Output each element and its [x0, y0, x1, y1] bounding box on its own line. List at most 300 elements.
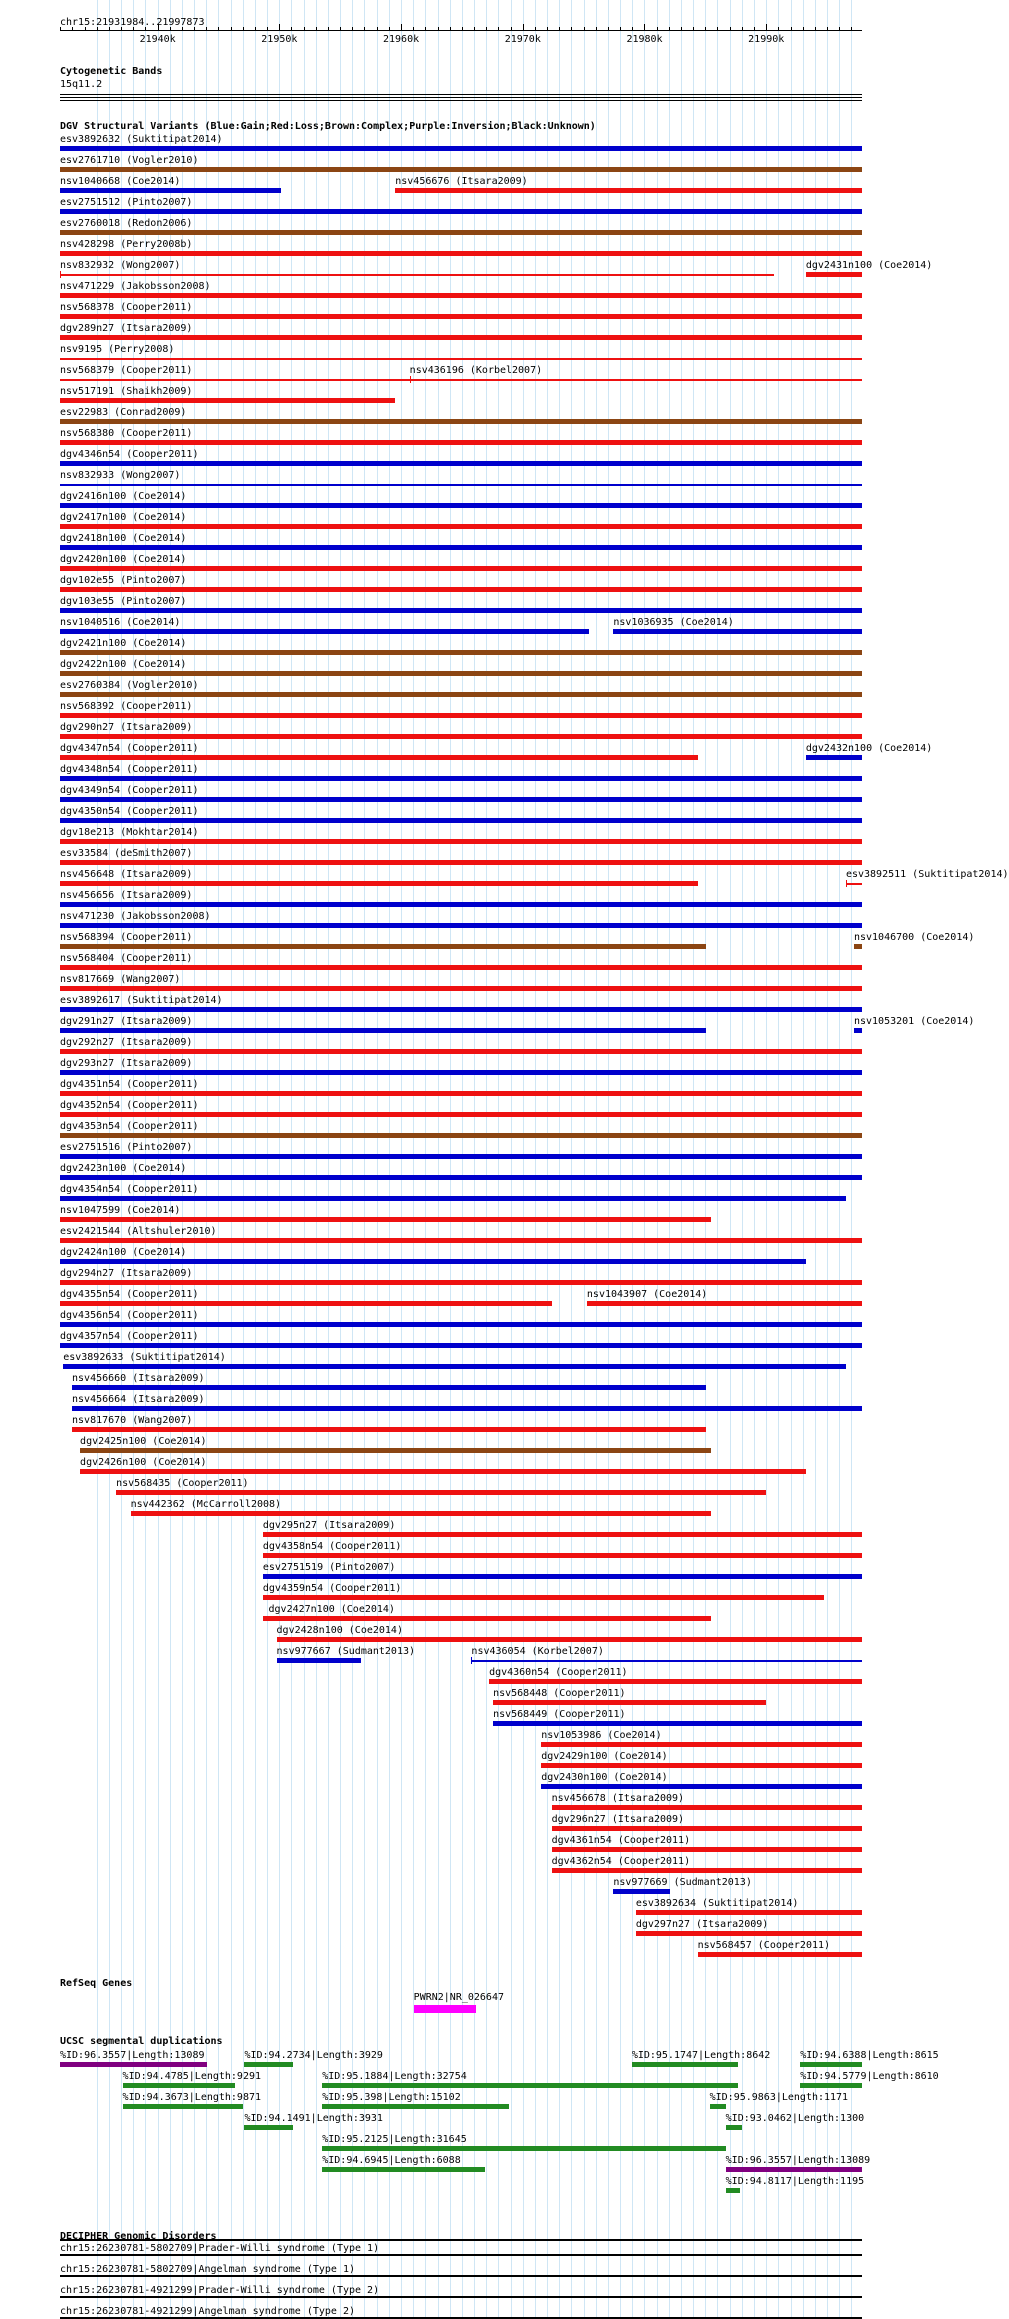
axis-minor-tick — [742, 27, 743, 31]
dgv-variant-label[interactable]: nsv1047599 (Coe2014) — [60, 1205, 181, 1216]
dgv-variant-label[interactable]: nsv1043907 (Coe2014) — [586, 1289, 708, 1300]
dgv-variant-bar[interactable] — [60, 1196, 846, 1201]
dgv-variant-bar[interactable] — [263, 1553, 862, 1558]
axis-minor-tick — [632, 27, 633, 31]
segdup-label[interactable]: %ID:95.1747|Length:8642 — [631, 2050, 771, 2061]
axis-tick-label: 21990k — [748, 34, 785, 45]
gridline — [498, 0, 499, 2319]
axis-minor-tick — [535, 27, 536, 31]
dgv-variant-label[interactable]: dgv4351n54 (Cooper2011) — [60, 1079, 199, 1090]
gridline — [401, 0, 402, 2319]
dgv-variant-label[interactable]: esv2751519 (Pinto2007) — [262, 1562, 396, 1573]
dgv-variant-bar[interactable] — [60, 293, 862, 298]
dgv-variant-label[interactable]: nsv456660 (Itsara2009) — [72, 1373, 205, 1384]
dgv-variant-label[interactable]: dgv290n27 (Itsara2009) — [60, 722, 193, 733]
cytoband-label[interactable]: 15q11.2 — [60, 79, 103, 90]
dgv-variant-bar[interactable] — [60, 776, 862, 781]
axis-minor-tick — [669, 27, 670, 31]
dgv-variant-label[interactable]: esv2761710 (Vogler2010) — [60, 155, 199, 166]
dgv-variant-label[interactable]: dgv2423n100 (Coe2014) — [60, 1163, 187, 1174]
segdup-bar[interactable] — [244, 2125, 292, 2130]
dgv-variant-label[interactable]: nsv456664 (Itsara2009) — [72, 1394, 205, 1405]
dgv-variant-label[interactable]: esv3892617 (Suktitipat2014) — [60, 995, 223, 1006]
dgv-variant-label[interactable]: nsv977669 (Sudmant2013) — [613, 1877, 752, 1888]
dgv-variant-label[interactable]: dgv4347n54 (Cooper2011) — [60, 743, 199, 754]
dgv-variant-bar[interactable] — [552, 1847, 862, 1852]
segdup-bar[interactable] — [632, 2062, 738, 2067]
dgv-variant-bar[interactable] — [60, 1217, 711, 1222]
gridline — [669, 0, 670, 2319]
dgv-variant-bar[interactable] — [806, 272, 862, 277]
dgv-variant-bar[interactable] — [636, 1910, 862, 1915]
dgv-variant-label[interactable]: esv22983 (Conrad2009) — [60, 407, 187, 418]
refseq-gene-label[interactable]: PWRN2|NR_026647 — [413, 1992, 504, 2003]
gridline — [389, 0, 390, 2319]
dgv-variant-bar[interactable] — [60, 755, 698, 760]
decipher-rule — [60, 2275, 862, 2277]
dgv-variant-cap — [60, 271, 61, 278]
dgv-variant-cap — [410, 376, 411, 383]
axis-minor-tick — [243, 27, 244, 31]
dgv-variant-bar[interactable] — [854, 1028, 862, 1033]
dgv-variant-label[interactable]: dgv2421n100 (Coe2014) — [60, 638, 187, 649]
dgv-variant-label[interactable]: esv2421544 (Altshuler2010) — [60, 1226, 217, 1237]
dgv-variant-bar[interactable] — [60, 1322, 862, 1327]
dgv-variant-bar[interactable] — [60, 1028, 706, 1033]
segdup-label[interactable]: %ID:96.3557|Length:13089 — [60, 2050, 205, 2061]
segdup-label[interactable]: %ID:95.2125|Length:31645 — [322, 2134, 467, 2145]
dgv-variant-bar[interactable] — [541, 1784, 862, 1789]
segdup-bar[interactable] — [60, 2062, 207, 2067]
segdup-bar[interactable] — [244, 2062, 292, 2067]
gridline — [620, 0, 621, 2319]
axis-minor-tick — [571, 27, 572, 31]
dgv-variant-bar[interactable] — [60, 713, 862, 718]
dgv-variant-bar[interactable] — [60, 818, 862, 823]
dgv-variant-bar[interactable] — [60, 902, 862, 907]
dgv-variant-bar[interactable] — [60, 1007, 862, 1012]
dgv-variant-bar[interactable] — [263, 1532, 862, 1537]
axis-minor-tick — [267, 27, 268, 31]
dgv-variant-bar[interactable] — [60, 524, 862, 529]
dgv-variant-bar[interactable] — [60, 1175, 862, 1180]
dgv-variant-label[interactable]: dgv18e213 (Mokhtar2014) — [60, 827, 199, 838]
dgv-variant-bar[interactable] — [60, 167, 862, 172]
dgv-variant-label[interactable]: nsv517191 (Shaikh2009) — [60, 386, 193, 397]
dgv-variant-label[interactable]: dgv4353n54 (Cooper2011) — [60, 1121, 199, 1132]
segdup-label[interactable]: %ID:95.9863|Length:1171 — [709, 2092, 849, 2103]
decipher-disorder-label[interactable]: chr15:26230781-4921299|Angelman syndrome (Type 2) — [60, 2306, 356, 2317]
gridline — [693, 0, 694, 2319]
gridline — [815, 0, 816, 2319]
dgv-variant-bar[interactable] — [846, 883, 862, 885]
dgv-variant-label[interactable]: nsv1053201 (Coe2014) — [853, 1016, 975, 1027]
dgv-variant-label[interactable]: nsv456678 (Itsara2009) — [551, 1793, 685, 1804]
axis-minor-tick — [547, 27, 548, 31]
dgv-variant-bar[interactable] — [60, 1301, 552, 1306]
dgv-variant-bar[interactable] — [60, 608, 862, 613]
dgv-variant-bar[interactable] — [60, 335, 862, 340]
gridline — [206, 0, 207, 2319]
axis-tick-label: 21950k — [261, 34, 298, 45]
dgv-variant-label[interactable]: dgv2431n100 (Coe2014) — [805, 260, 933, 271]
dgv-variant-label[interactable]: dgv2427n100 (Coe2014) — [268, 1604, 395, 1615]
dgv-variant-bar[interactable] — [471, 1660, 862, 1662]
dgv-variant-bar[interactable] — [806, 755, 862, 760]
segdup-label[interactable]: %ID:94.3673|Length:9871 — [122, 2092, 262, 2103]
dgv-variant-label[interactable]: nsv428298 (Perry2008b) — [60, 239, 193, 250]
dgv-variant-bar[interactable] — [63, 1364, 846, 1369]
dgv-variant-bar[interactable] — [60, 1259, 806, 1264]
gridline — [279, 0, 280, 2319]
dgv-variant-label[interactable]: dgv2416n100 (Coe2014) — [60, 491, 187, 502]
dgv-variant-bar[interactable] — [60, 797, 862, 802]
decipher-disorder-label[interactable]: chr15:26230781-5802709|Angelman syndrome (Type 1) — [60, 2264, 356, 2275]
dgv-variant-bar[interactable] — [72, 1385, 706, 1390]
dgv-variant-label[interactable]: nsv977667 (Sudmant2013) — [276, 1646, 416, 1657]
refseq-gene-bar[interactable] — [414, 2005, 477, 2013]
dgv-variant-bar[interactable] — [60, 146, 862, 151]
gridline — [182, 0, 183, 2319]
dgv-variant-bar[interactable] — [60, 1154, 862, 1159]
gridline — [851, 0, 852, 2319]
dgv-variant-label[interactable]: esv2760384 (Vogler2010) — [60, 680, 199, 691]
dgv-variant-bar[interactable] — [263, 1574, 862, 1579]
cytoband-track-title: Cytogenetic Bands — [60, 66, 163, 77]
dgv-variant-bar[interactable] — [552, 1868, 862, 1873]
segdup-bar[interactable] — [726, 2167, 862, 2172]
dgv-variant-label[interactable]: dgv2422n100 (Coe2014) — [60, 659, 187, 670]
dgv-variant-label[interactable]: dgv2418n100 (Coe2014) — [60, 533, 187, 544]
dgv-variant-label[interactable]: nsv471230 (Jakobsson2008) — [60, 911, 211, 922]
dgv-variant-label[interactable]: nsv568457 (Cooper2011) — [697, 1940, 831, 1951]
segdup-label[interactable]: %ID:94.6945|Length:6088 — [322, 2155, 461, 2166]
dgv-variant-label[interactable]: esv2751516 (Pinto2007) — [60, 1142, 193, 1153]
dgv-variant-label[interactable]: nsv817669 (Wang2007) — [60, 974, 181, 985]
axis-minor-tick — [608, 27, 609, 31]
dgv-variant-label[interactable]: dgv4361n54 (Cooper2011) — [551, 1835, 691, 1846]
segdup-label[interactable]: %ID:94.8117|Length:1195 — [725, 2176, 865, 2187]
dgv-variant-label[interactable]: nsv1040516 (Coe2014) — [60, 617, 181, 628]
dgv-variant-bar[interactable] — [60, 734, 862, 739]
dgv-variant-label[interactable]: dgv295n27 (Itsara2009) — [262, 1520, 396, 1531]
axis-major-tick — [401, 24, 402, 31]
dgv-variant-label[interactable]: nsv832932 (Wong2007) — [60, 260, 181, 271]
dgv-variant-label[interactable]: esv3892633 (Suktitipat2014) — [63, 1352, 226, 1363]
axis-minor-tick — [291, 27, 292, 31]
dgv-variant-label[interactable]: nsv436054 (Korbel2007) — [471, 1646, 604, 1657]
dgv-variant-bar[interactable] — [60, 692, 862, 697]
gridline — [340, 0, 341, 2319]
dgv-variant-bar[interactable] — [60, 923, 862, 928]
dgv-variant-bar[interactable] — [60, 986, 862, 991]
dgv-variant-label[interactable]: nsv568378 (Cooper2011) — [60, 302, 193, 313]
gridline — [559, 0, 560, 2319]
segdup-label[interactable]: %ID:94.1491|Length:3931 — [244, 2113, 383, 2124]
segdup-label[interactable]: %ID:94.2734|Length:3929 — [244, 2050, 383, 2061]
dgv-variant-bar[interactable] — [80, 1448, 711, 1453]
dgv-variant-bar[interactable] — [60, 965, 862, 970]
dgv-variant-label[interactable]: esv3892511 (Suktitipat2014) — [845, 869, 1009, 880]
dgv-variant-bar[interactable] — [60, 881, 698, 886]
gridline — [218, 0, 219, 2319]
axis-minor-tick — [218, 27, 219, 31]
dgv-variant-bar[interactable] — [60, 566, 862, 571]
dgv-variant-label[interactable]: nsv817670 (Wang2007) — [72, 1415, 193, 1426]
dgv-variant-label[interactable]: nsv1046700 (Coe2014) — [853, 932, 975, 943]
dgv-variant-bar[interactable] — [698, 1952, 862, 1957]
dgv-variant-bar[interactable] — [854, 944, 862, 949]
dgv-variant-bar[interactable] — [72, 1427, 706, 1432]
dgv-variant-bar[interactable] — [613, 1889, 669, 1894]
dgv-variant-label[interactable]: esv33584 (deSmith2007) — [60, 848, 193, 859]
dgv-variant-label[interactable]: dgv2417n100 (Coe2014) — [60, 512, 187, 523]
dgv-variant-label[interactable]: dgv2432n100 (Coe2014) — [805, 743, 933, 754]
segdup-bar[interactable] — [123, 2083, 235, 2088]
axis-minor-tick — [498, 27, 499, 31]
dgv-variant-bar[interactable] — [60, 314, 862, 319]
segdup-label[interactable]: %ID:95.1884|Length:32754 — [322, 2071, 467, 2082]
dgv-variant-bar[interactable] — [60, 1280, 862, 1285]
dgv-variant-bar[interactable] — [60, 1070, 862, 1075]
dgv-variant-bar[interactable] — [263, 1616, 711, 1621]
dgv-variant-bar[interactable] — [60, 839, 862, 844]
gridline — [425, 0, 426, 2319]
dgv-variant-bar[interactable] — [131, 1511, 712, 1516]
dgv-variant-bar[interactable] — [60, 587, 862, 592]
dgv-variant-label[interactable]: dgv2428n100 (Coe2014) — [276, 1625, 403, 1636]
dgv-variant-bar[interactable] — [263, 1595, 824, 1600]
segdup-bar[interactable] — [322, 2167, 485, 2172]
dgv-variant-label[interactable]: dgv291n27 (Itsara2009) — [60, 1016, 193, 1027]
dgv-variant-label[interactable]: dgv4357n54 (Cooper2011) — [60, 1331, 199, 1342]
dgv-variant-bar[interactable] — [493, 1700, 766, 1705]
dgv-variant-cap — [846, 880, 847, 887]
dgv-variant-label[interactable]: nsv568404 (Cooper2011) — [60, 953, 193, 964]
gridline — [584, 0, 585, 2319]
dgv-variant-bar[interactable] — [587, 1301, 862, 1306]
dgv-variant-bar[interactable] — [60, 440, 862, 445]
segdup-bar[interactable] — [322, 2104, 509, 2109]
gridline — [535, 0, 536, 2319]
dgv-variant-bar[interactable] — [541, 1763, 862, 1768]
segdup-label[interactable]: %ID:96.3557|Length:13089 — [725, 2155, 871, 2166]
dgv-variant-bar[interactable] — [60, 503, 862, 508]
dgv-variant-bar[interactable] — [60, 251, 862, 256]
dgv-variant-bar[interactable] — [116, 1490, 766, 1495]
dgv-variant-label[interactable]: nsv9195 (Perry2008) — [60, 344, 175, 355]
dgv-variant-bar[interactable] — [60, 1343, 862, 1348]
dgv-variant-label[interactable]: dgv4358n54 (Cooper2011) — [262, 1541, 402, 1552]
dgv-variant-label[interactable]: nsv436196 (Korbel2007) — [409, 365, 543, 376]
gridline — [632, 0, 633, 2319]
axis-minor-tick — [316, 27, 317, 31]
dgv-variant-bar[interactable] — [60, 209, 862, 214]
decipher-disorder-label[interactable]: chr15:26230781-5802709|Prader-Willi syndrome (Type 1) — [60, 2243, 380, 2254]
dgv-variant-bar[interactable] — [489, 1679, 862, 1684]
dgv-variant-label[interactable]: dgv2424n100 (Coe2014) — [60, 1247, 187, 1258]
dgv-variant-label[interactable]: dgv294n27 (Itsara2009) — [60, 1268, 193, 1279]
segdup-bar[interactable] — [123, 2104, 243, 2109]
dgv-variant-bar[interactable] — [60, 545, 862, 550]
locus-label: chr15:21931984..21997873 — [60, 17, 205, 28]
dgv-variant-bar[interactable] — [493, 1721, 862, 1726]
segdup-bar[interactable] — [726, 2125, 742, 2130]
dgv-variant-label[interactable]: dgv4352n54 (Cooper2011) — [60, 1100, 199, 1111]
dgv-variant-label[interactable]: esv3892632 (Suktitipat2014) — [60, 134, 223, 145]
gridline — [413, 0, 414, 2319]
segdup-label[interactable]: %ID:94.5779|Length:8610 — [800, 2071, 939, 2082]
gridline — [803, 0, 804, 2319]
segdup-label[interactable]: %ID:95.398|Length:15102 — [322, 2092, 461, 2103]
dgv-variant-label[interactable]: dgv4362n54 (Cooper2011) — [551, 1856, 691, 1867]
dgv-variant-bar[interactable] — [410, 379, 862, 381]
segdup-label[interactable]: %ID:93.0462|Length:1300 — [725, 2113, 865, 2124]
gridline — [523, 0, 524, 2319]
gridline — [462, 0, 463, 2319]
axis-minor-tick — [206, 27, 207, 31]
axis-minor-tick — [815, 27, 816, 31]
segdup-bar[interactable] — [322, 2146, 725, 2151]
segdup-bar[interactable] — [800, 2083, 862, 2088]
dgv-variant-bar[interactable] — [60, 1091, 862, 1096]
dgv-variant-label[interactable]: nsv442362 (McCarroll2008) — [130, 1499, 282, 1510]
gridline — [742, 0, 743, 2319]
dgv-variant-bar[interactable] — [60, 398, 395, 403]
dgv-variant-label[interactable]: nsv471229 (Jakobsson2008) — [60, 281, 211, 292]
dgv-variant-bar[interactable] — [60, 650, 862, 655]
dgv-variant-bar[interactable] — [636, 1931, 862, 1936]
dgv-variant-label[interactable]: nsv456656 (Itsara2009) — [60, 890, 193, 901]
segdup-bar[interactable] — [800, 2062, 862, 2067]
segdup-label[interactable]: %ID:94.6388|Length:8615 — [800, 2050, 939, 2061]
dgv-variant-label[interactable]: dgv4356n54 (Cooper2011) — [60, 1310, 199, 1321]
dgv-variant-label[interactable]: nsv1053986 (Coe2014) — [541, 1730, 662, 1741]
dgv-variant-label[interactable]: dgv297n27 (Itsara2009) — [635, 1919, 769, 1930]
dgv-variant-label[interactable]: nsv456648 (Itsara2009) — [60, 869, 193, 880]
dgv-variant-bar[interactable] — [277, 1637, 862, 1642]
dgv-variant-label[interactable]: dgv2425n100 (Coe2014) — [80, 1436, 207, 1447]
dgv-variant-bar[interactable] — [60, 1238, 862, 1243]
dgv-variant-label[interactable]: dgv4350n54 (Cooper2011) — [60, 806, 199, 817]
dgv-variant-bar[interactable] — [60, 1049, 862, 1054]
dgv-variant-label[interactable]: dgv292n27 (Itsara2009) — [60, 1037, 193, 1048]
cytoband-rule — [60, 94, 862, 95]
dgv-variant-bar[interactable] — [60, 629, 589, 634]
dgv-variant-label[interactable]: esv2760018 (Redon2006) — [60, 218, 193, 229]
gridline — [717, 0, 718, 2319]
axis-minor-tick — [462, 27, 463, 31]
dgv-variant-bar[interactable] — [541, 1742, 862, 1747]
axis-minor-tick — [255, 27, 256, 31]
dgv-variant-bar[interactable] — [60, 274, 774, 276]
dgv-variant-label[interactable]: nsv568394 (Cooper2011) — [60, 932, 193, 943]
dgv-variant-bar[interactable] — [60, 1133, 862, 1138]
dgv-variant-label[interactable]: nsv568448 (Cooper2011) — [493, 1688, 626, 1699]
segdup-bar[interactable] — [322, 2083, 737, 2088]
dgv-variant-label[interactable]: esv2751512 (Pinto2007) — [60, 197, 193, 208]
gridline — [438, 0, 439, 2319]
dgv-variant-label[interactable]: esv3892634 (Suktitipat2014) — [635, 1898, 799, 1909]
gridline — [291, 0, 292, 2319]
dgv-variant-label[interactable]: dgv103e55 (Pinto2007) — [60, 596, 187, 607]
axis-minor-tick — [438, 27, 439, 31]
gridline — [791, 0, 792, 2319]
dgv-variant-bar[interactable] — [60, 230, 862, 235]
axis-minor-tick — [730, 27, 731, 31]
dgv-variant-label[interactable]: dgv2420n100 (Coe2014) — [60, 554, 187, 565]
dgv-variant-bar[interactable] — [60, 484, 862, 486]
segdup-label[interactable]: %ID:94.4785|Length:9291 — [122, 2071, 262, 2082]
segdup-bar[interactable] — [710, 2104, 726, 2109]
dgv-variant-label[interactable]: dgv4360n54 (Cooper2011) — [489, 1667, 628, 1678]
dgv-variant-label[interactable]: dgv2429n100 (Coe2014) — [541, 1751, 668, 1762]
dgv-variant-bar[interactable] — [277, 1658, 361, 1663]
dgv-variant-label[interactable]: dgv4359n54 (Cooper2011) — [262, 1583, 402, 1594]
dgv-variant-bar[interactable] — [60, 461, 862, 466]
dgv-variant-label[interactable]: nsv568449 (Cooper2011) — [493, 1709, 626, 1720]
dgv-variant-label[interactable]: nsv456676 (Itsara2009) — [395, 176, 528, 187]
dgv-variant-bar[interactable] — [552, 1805, 862, 1810]
axis-minor-tick — [304, 27, 305, 31]
axis-tick-label: 21970k — [504, 34, 541, 45]
dgv-variant-label[interactable]: dgv102e55 (Pinto2007) — [60, 575, 187, 586]
decipher-disorder-label[interactable]: chr15:26230781-4921299|Prader-Willi syndrome (Type 2) — [60, 2285, 380, 2296]
segdup-bar[interactable] — [726, 2188, 740, 2193]
dgv-variant-label[interactable]: dgv4346n54 (Cooper2011) — [60, 449, 199, 460]
dgv-variant-label[interactable]: dgv289n27 (Itsara2009) — [60, 323, 193, 334]
gridline — [450, 0, 451, 2319]
dgv-variant-bar[interactable] — [613, 629, 862, 634]
axis-major-tick — [766, 24, 767, 31]
dgv-variant-bar[interactable] — [72, 1406, 862, 1411]
dgv-variant-bar[interactable] — [395, 188, 862, 193]
dgv-variant-label[interactable]: dgv4355n54 (Cooper2011) — [60, 1289, 199, 1300]
dgv-variant-bar[interactable] — [60, 944, 706, 949]
dgv-variant-bar[interactable] — [60, 358, 862, 360]
dgv-variant-bar[interactable] — [60, 1112, 862, 1117]
axis-minor-tick — [450, 27, 451, 31]
dgv-variant-label[interactable]: dgv296n27 (Itsara2009) — [551, 1814, 685, 1825]
dgv-variant-bar[interactable] — [60, 860, 862, 865]
dgv-variant-label[interactable]: dgv293n27 (Itsara2009) — [60, 1058, 193, 1069]
dgv-variant-bar[interactable] — [60, 671, 862, 676]
axis-major-tick — [523, 24, 524, 31]
dgv-variant-bar[interactable] — [60, 188, 281, 193]
gridline — [754, 0, 755, 2319]
dgv-variant-label[interactable]: dgv2430n100 (Coe2014) — [541, 1772, 668, 1783]
dgv-variant-bar[interactable] — [80, 1469, 806, 1474]
dgv-variant-label[interactable]: nsv568379 (Cooper2011) — [60, 365, 193, 376]
dgv-variant-label[interactable]: nsv568392 (Cooper2011) — [60, 701, 193, 712]
cytoband-rule — [60, 97, 862, 98]
dgv-variant-label[interactable]: dgv4348n54 (Cooper2011) — [60, 764, 199, 775]
dgv-variant-label[interactable]: dgv2426n100 (Coe2014) — [80, 1457, 207, 1468]
gridline — [364, 0, 365, 2319]
dgv-variant-label[interactable]: nsv1040668 (Coe2014) — [60, 176, 181, 187]
dgv-variant-label[interactable]: nsv832933 (Wong2007) — [60, 470, 181, 481]
dgv-variant-label[interactable]: dgv4349n54 (Cooper2011) — [60, 785, 199, 796]
decipher-track-title: DECIPHER Genomic Disorders — [60, 2231, 217, 2242]
dgv-variant-label[interactable]: nsv1036935 (Coe2014) — [613, 617, 734, 628]
dgv-variant-bar[interactable] — [552, 1826, 862, 1831]
dgv-variant-label[interactable]: nsv568380 (Cooper2011) — [60, 428, 193, 439]
dgv-variant-bar[interactable] — [60, 419, 862, 424]
gridline — [571, 0, 572, 2319]
dgv-variant-label[interactable]: dgv4354n54 (Cooper2011) — [60, 1184, 199, 1195]
dgv-variant-label[interactable]: nsv568435 (Cooper2011) — [116, 1478, 249, 1489]
axis-major-tick — [644, 24, 645, 31]
